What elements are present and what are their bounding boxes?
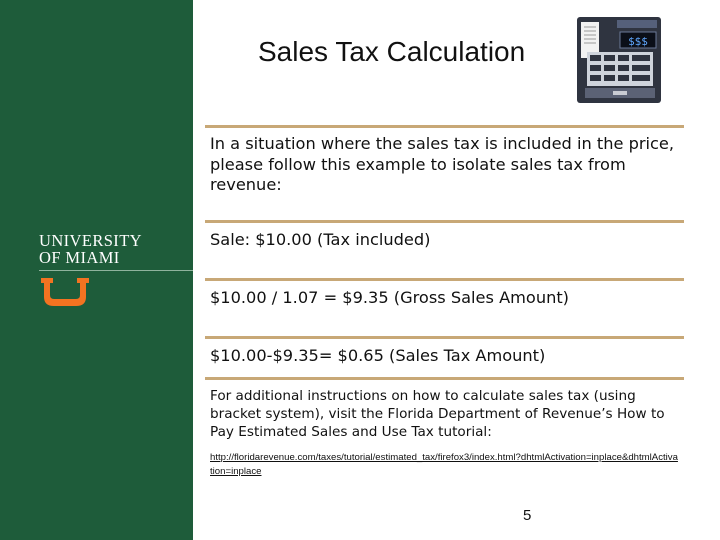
page-number: 5 (523, 507, 532, 524)
divider-2 (205, 220, 684, 223)
divider-3 (205, 278, 684, 281)
divider-5 (205, 377, 684, 380)
logo-divider (39, 270, 193, 271)
sale-line: Sale: $10.00 (Tax included) (210, 230, 431, 249)
sales-tax-line: $10.00-$9.35= $0.65 (Sales Tax Amount) (210, 346, 546, 365)
sidebar (0, 0, 193, 540)
divider-1 (205, 125, 684, 128)
divider-4 (205, 336, 684, 339)
logo-line-university: UNIVERSITY (39, 231, 142, 250)
cash-register-icon (576, 16, 662, 104)
instructions-text: For additional instructions on how to calculate sales tax (using bracket system), visit the Florida Department of Revenue’s How to Pay Estimated Sales and Use Tax tutorial: (210, 388, 665, 440)
university-logo-text (39, 232, 142, 266)
gross-sales-line: $10.00 / 1.07 = $9.35 (Gross Sales Amount) (210, 288, 570, 307)
register-display-text: $$$ (628, 35, 648, 48)
tutorial-link[interactable]: http://floridarevenue.com/taxes/tutorial/estimated_tax/firefox3/index.html?dhtmlActivation=inplace&dhtmlActivation=inplace (210, 452, 678, 477)
slide-title: Sales Tax Calculation (258, 36, 526, 67)
logo-line-of-miami: OF MIAMI (39, 248, 120, 267)
intro-text: In a situation where the sales tax is included in the price, please follow this example to isolate sales tax from revenue: (210, 134, 674, 194)
u-logo-icon (40, 277, 90, 307)
